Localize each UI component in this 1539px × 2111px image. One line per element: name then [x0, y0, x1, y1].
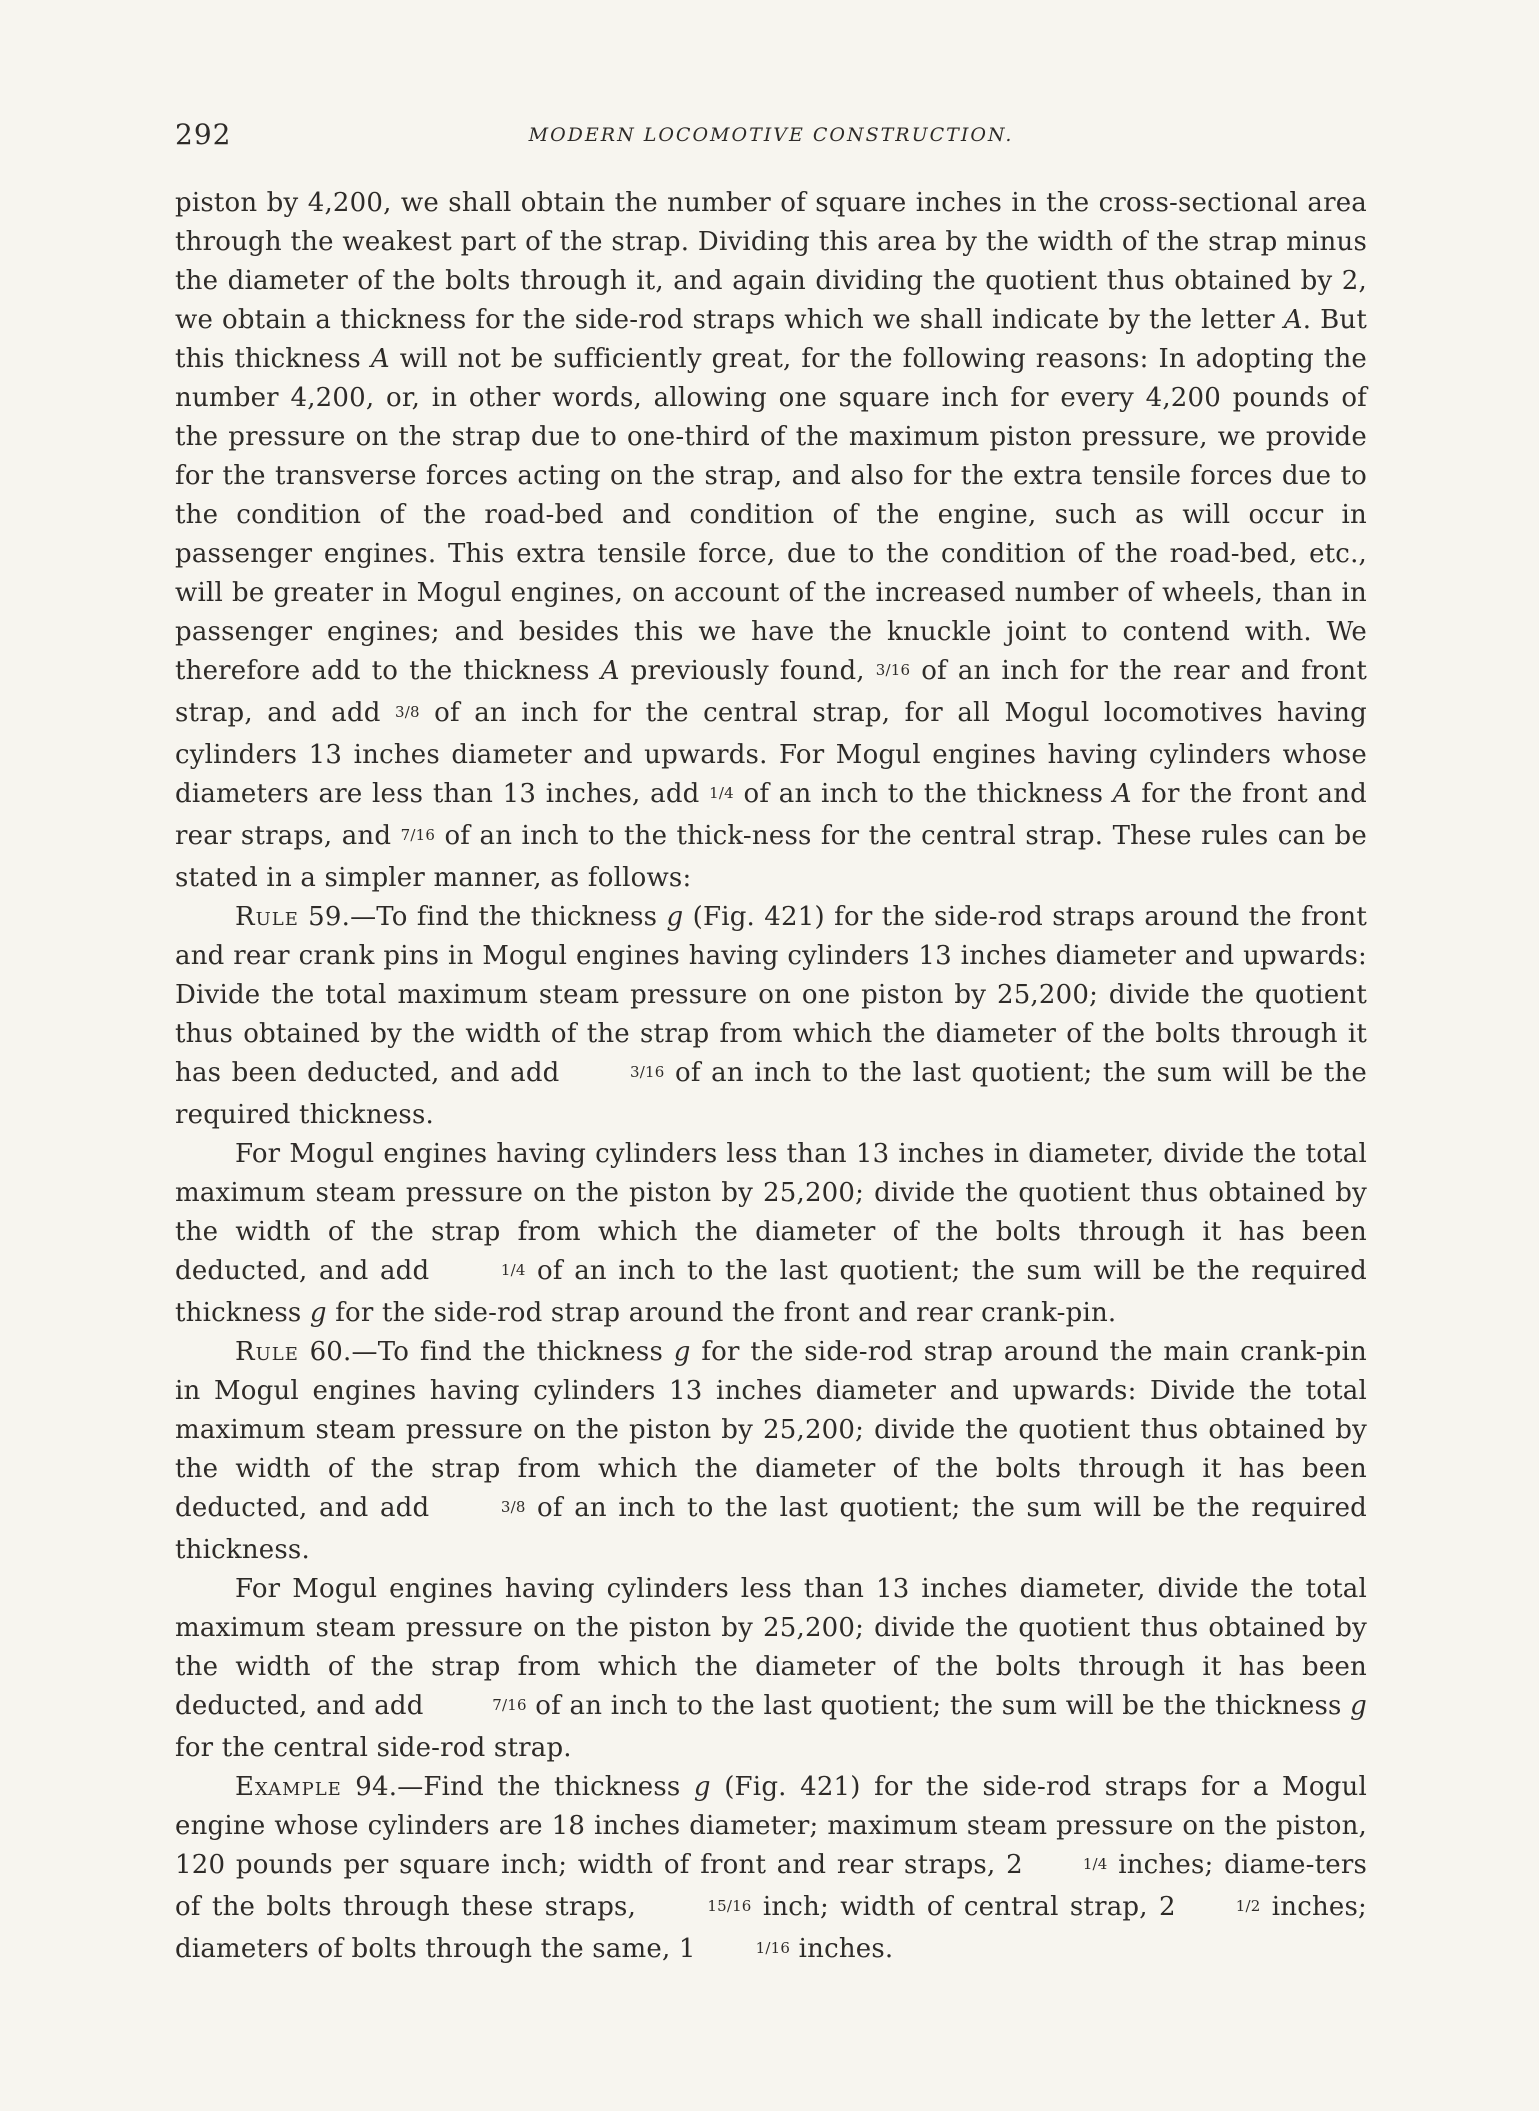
italic-variable: A: [600, 656, 620, 686]
italic-variable: g: [673, 1337, 691, 1367]
body-paragraph: [175, 1570, 1367, 1768]
text-run: For Mogul engines having cylinders less than 13 inches diameter, divide the total maximum steam pressure on the piston by 25,200; divide the quotient thus obtained by the width of the strap from which the diameter of the bolts through it has been deducted, and add: [175, 1574, 1367, 1721]
text-run: inches.: [790, 1934, 894, 1964]
text-run: . But this thickness: [175, 305, 1367, 374]
text-run: of an inch to the last quotient; the sum will be the required thickness.: [175, 1058, 1367, 1130]
text-run: previously found,: [619, 656, 876, 686]
running-title: MODERN LOCOMOTIVE CONSTRUCTION.: [528, 124, 1014, 146]
fraction: 3/8: [394, 703, 420, 721]
fraction: 7/16: [400, 826, 436, 844]
fraction: 1/2: [1235, 1897, 1261, 1915]
text-run: For Mogul engines having cylinders less than 13 inches in diameter, divide the total maximum steam pressure on the piston by 25,200; divide the quotient thus obtained by the width of the strap from which the diameter of the bolts through it has been deducted, and add: [175, 1139, 1367, 1286]
fraction: 3/16: [875, 661, 911, 679]
rule-label: Example: [235, 1772, 342, 1802]
text-run: 94.—Find the thickness: [341, 1772, 694, 1802]
body-paragraph: [175, 1135, 1367, 1333]
text-run: for the side-rod strap around the front and rear crank-pin.: [326, 1298, 1117, 1328]
fraction: 3/8: [500, 1498, 526, 1516]
text-run: piston by 4,200, we shall obtain the number of square inches in the cross-sectional area through the weakest part of the strap. Dividing this area by the width of the strap minus the diameter of the bolts through it, and again dividing the quotient thus obtained by 2, we obtain a thickness for the side-rod straps which we shall indicate by the letter: [175, 188, 1367, 335]
fraction: 7/16: [492, 1696, 527, 1714]
rule-label: Rule: [235, 902, 299, 932]
fraction: 3/16: [630, 1063, 665, 1081]
text-run: inches; diameters of bolts through the same, 1: [175, 1892, 1367, 1964]
text-run: of an inch for the rear and front strap, and add: [175, 656, 1367, 728]
italic-variable: g: [666, 902, 684, 932]
body-paragraph: [175, 1768, 1367, 1972]
fraction: 1/4: [500, 1261, 526, 1279]
text-run: of an inch to the last quotient; the sum will be the required thickness: [175, 1256, 1367, 1328]
book-page: [175, 118, 1367, 1972]
text-run: inch; width of central strap, 2: [751, 1892, 1176, 1922]
text-run: 60.—To find the thickness: [298, 1337, 674, 1367]
italic-variable: g: [309, 1298, 327, 1328]
fraction: 1/4: [709, 784, 734, 802]
text-run: of an inch to the last quotient; the sum will be the required thickness.: [175, 1493, 1367, 1565]
text-run: inches; diame-ters of the bolts through these straps,: [175, 1850, 1367, 1922]
text-run: of an inch to the last quotient; the sum will be the thickness: [526, 1691, 1351, 1721]
italic-variable: g: [693, 1772, 711, 1802]
rule-label: Rule: [235, 1337, 299, 1367]
text-run: for the front and rear straps, and: [175, 779, 1368, 851]
body-paragraph: [175, 1333, 1367, 1570]
italic-variable: g: [1350, 1691, 1368, 1721]
italic-variable: A: [370, 344, 390, 374]
text-run: (Fig. 421) for the side-rod straps around the front and rear crank pins in Mogul engines having cylinders 13 inches diameter and upwards: Divide the total maximum steam pressure on one piston by 25,200; divide the quotient thus obtained by the width of the strap from which the diameter of the bolts through it has been deducted, and add: [175, 902, 1367, 1088]
text-run: for the side-rod strap around the main crank-pin in Mogul engines having cylinders 13 inches diameter and upwards: Divide the total maximum steam pressure on the piston by 25,200; divide the quotient thus obtained by the width of the strap from which the diameter of the bolts through it has been deducted, and add: [175, 1337, 1367, 1523]
text-run: of an inch for the central strap, for all Mogul locomotives having cylinders 13 inches diameter and upwards. For Mogul engines having cylinders whose diameters are less than 13 inches, add: [175, 698, 1367, 809]
fraction: 1/4: [1082, 1855, 1108, 1873]
text-run: of an inch to the thick-ness for the central strap. These rules can be stated in a simpler manner, as follows:: [175, 821, 1367, 893]
page-number: 292: [175, 118, 232, 151]
text-run: of an inch to the thickness: [733, 779, 1113, 809]
text-run: will not be sufficiently great, for the following reasons: In adopting the number 4,200, or, in other words, allowing one square inch for every 4,200 pounds of the pressure on the strap due to one-third of the maximum piston pressure, we provide for the transverse forces acting on the strap, and also for the extra tensile forces due to the condition of the road-bed and condition of the engine, such as will occur in passenger engines. This extra tensile force, due to the condition of the road-bed, etc., will be greater in Mogul engines, on account of the increased number of wheels, than in passenger engines; and besides this we have the knuckle joint to contend with. We therefore add to the thickness: [175, 344, 1367, 686]
fraction: 1/16: [755, 1939, 791, 1957]
body-text: [175, 184, 1367, 1972]
text-run: 59.—To find the thickness: [298, 902, 667, 932]
text-run: (Fig. 421) for the side-rod straps for a Mogul engine whose cylinders are 18 inches diameter; maximum steam pressure on the piston, 120 pounds per square inch; width of front and rear straps, 2: [175, 1772, 1367, 1880]
body-paragraph: [175, 184, 1367, 898]
page-header: [175, 118, 1367, 158]
text-run: for the central side-rod strap.: [175, 1733, 572, 1763]
body-paragraph: [175, 898, 1367, 1135]
fraction: 15/16: [707, 1897, 752, 1915]
italic-variable: A: [1283, 305, 1303, 335]
italic-variable: A: [1112, 779, 1132, 809]
